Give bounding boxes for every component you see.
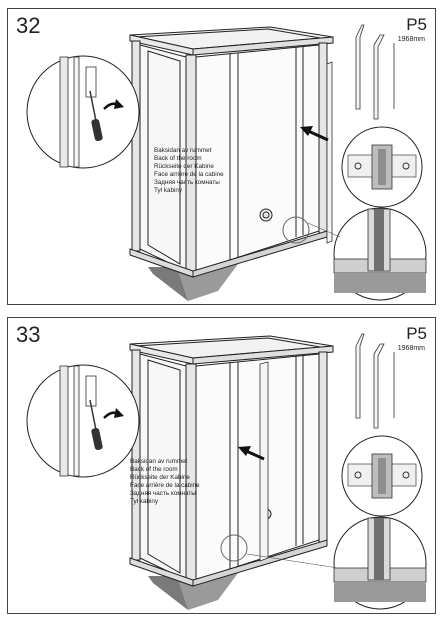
part-code: P5 xyxy=(406,15,427,34)
caption-line: Задняя часть комнаты xyxy=(130,490,196,498)
caption-line: Rückseite der Kabine xyxy=(130,474,190,482)
profile-section-detail xyxy=(342,127,422,207)
caption-back-of-room xyxy=(154,147,224,196)
caption-line: Tył kabiny xyxy=(154,187,182,195)
step-33-illustration xyxy=(8,318,436,614)
caption-line: Tył kabiny xyxy=(130,498,158,506)
step-number: 32 xyxy=(16,13,41,38)
caption-line: Back of the room xyxy=(154,155,202,163)
base-joint-detail xyxy=(334,517,426,609)
step-33-panel xyxy=(7,317,436,614)
caption-line: Face arrière de la cabine xyxy=(154,171,224,179)
part-length: 1968mm xyxy=(397,345,425,352)
caption-back-of-room xyxy=(130,458,200,507)
magnifier-detail-icon xyxy=(27,365,139,477)
part-length: 1968mm xyxy=(397,36,425,43)
caption-line: Rückseite der Kabine xyxy=(154,163,214,171)
step-number: 33 xyxy=(16,322,41,347)
profile-section-detail xyxy=(342,436,422,516)
caption-line: Baksidan av rummet xyxy=(130,458,188,465)
caption-line: Face arrière de la cabine xyxy=(130,482,200,490)
caption-line: Задняя часть комнаты xyxy=(154,179,220,187)
part-code: P5 xyxy=(406,324,427,343)
caption-line: Back of the room xyxy=(130,466,178,474)
step-32-panel xyxy=(7,8,436,305)
magnifier-detail-icon xyxy=(27,56,139,168)
base-joint-detail xyxy=(334,208,426,300)
caption-line: Baksidan av rummet xyxy=(154,147,212,154)
